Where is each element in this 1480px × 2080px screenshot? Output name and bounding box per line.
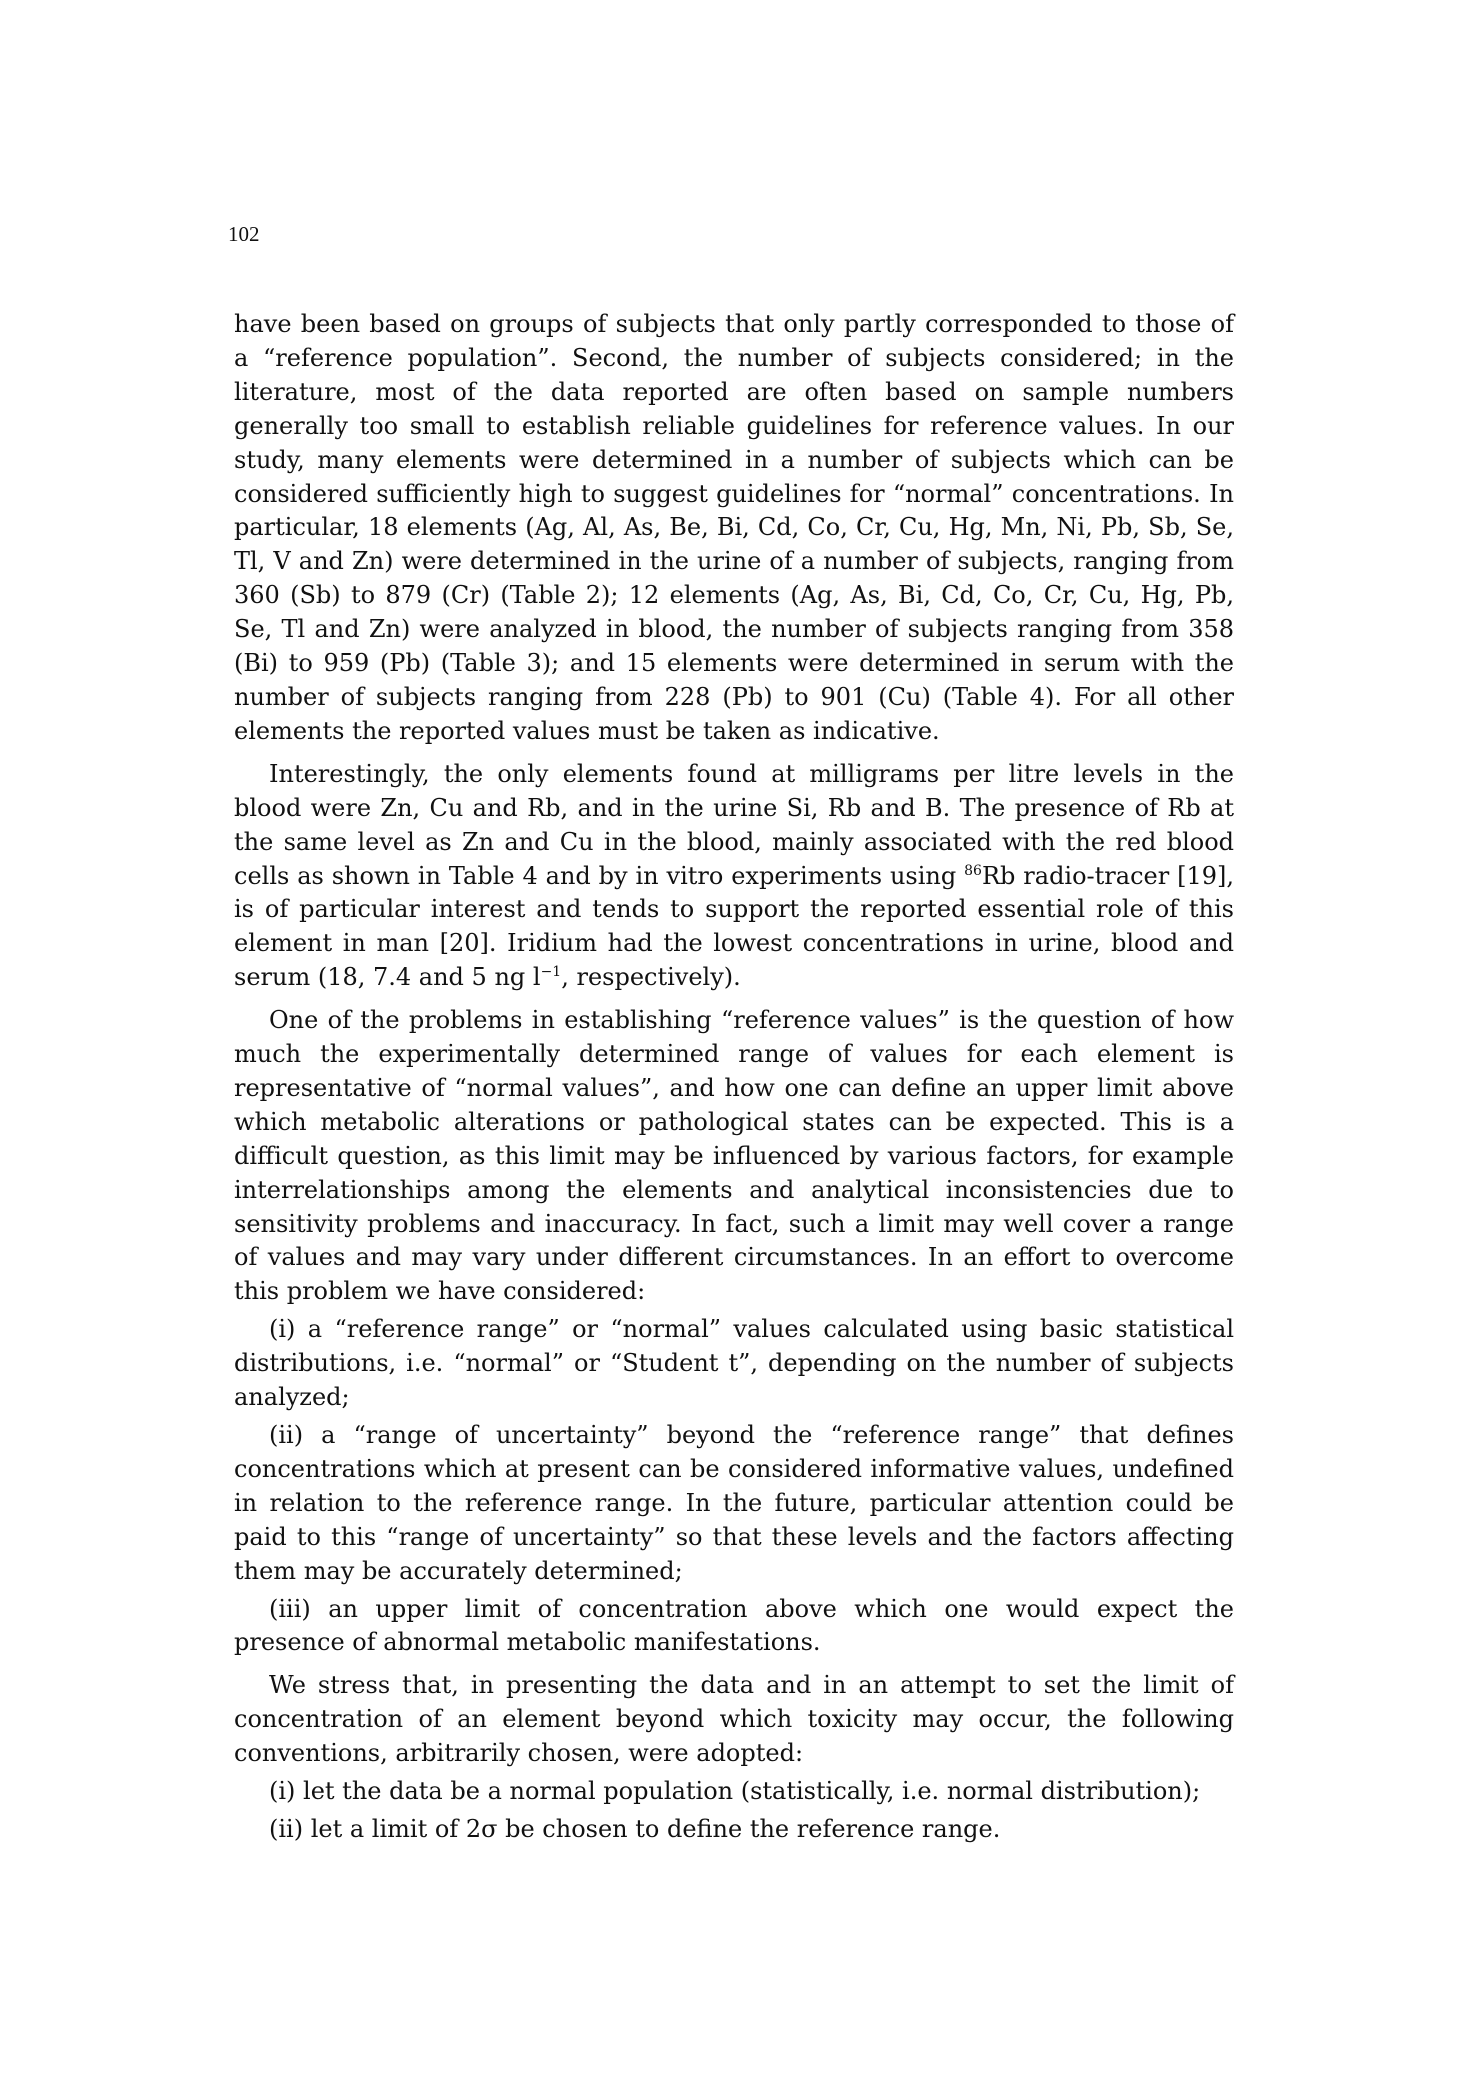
list-item-reference-range: (i) a “reference range” or “normal” values calculated using basic statistical distributions, i.e. “normal” or “Student t”, depending on the number of subjects analyzed; bbox=[234, 1315, 1234, 1412]
list-item-normal-population: (i) let the data be a normal population (statistically, i.e. normal distribution); bbox=[269, 1777, 1201, 1806]
isotope-mass-superscript: 86 bbox=[964, 862, 982, 879]
list-item-upper-limit: (iii) an upper limit of concentration above which one would expect the presence of abnormal metabolic manifestations. bbox=[234, 1594, 1234, 1657]
body-text bbox=[234, 308, 1234, 1847]
paragraph-rubidium-part-2: Rb radio-tracer [19], is of particular interest and tends to support the reported essential role of this element in man [20]. Iridium had the lowest concentrations in urine, blood and serum (18, 7.4 and 5 ng l bbox=[234, 861, 1234, 992]
paragraph-rubidium-part-1: Interestingly, the only elements found at milligrams per litre levels in the blood were Zn, Cu and Rb, and in the urine Si, Rb and B. The presence of Rb at the same level as Zn and Cu in the blood, mainly associated with the red blood cells as shown in Table 4 and by in vitro experiments using bbox=[234, 759, 1234, 890]
paragraph-conventions: We stress that, in presenting the data and in an attempt to set the limit of concentration of an element beyond which toxicity may occur, the following conventions, arbitrarily chosen, were adopted: bbox=[234, 1671, 1234, 1768]
paragraph-rubidium-part-3: , respectively). bbox=[561, 963, 741, 992]
paragraph-reference-values: One of the problems in establishing “reference values” is the question of how much the experimentally determined range of values for each element is representative of “normal values”, and how one can define an upper limit above which metabolic alterations or pathological states can be expected. This is a difficult question, as this limit may be influenced by various factors, for example interrelationships among the elements and analytical inconsistencies due to sensitivity problems and inaccuracy. In fact, such a limit may well cover a range of values and may vary under different circumstances. In an effort to overcome this problem we have considered: bbox=[234, 1006, 1234, 1306]
unit-exponent-superscript: −1 bbox=[540, 964, 562, 981]
paragraph-rubidium bbox=[234, 758, 1234, 995]
list-item-range-of-uncertainty: (ii) a “range of uncertainty” beyond the “reference range” that defines concentrations which at present can be considered informative values, undefined in relation to the reference range. In the future, particular attention could be paid to this “range of uncertainty” so that these levels and the factors affecting them may be accurately determined; bbox=[234, 1421, 1234, 1585]
page-number: 102 bbox=[228, 222, 260, 246]
list-item-two-sigma-limit: (ii) let a limit of 2σ be chosen to define the reference range. bbox=[269, 1814, 1001, 1843]
paragraph-continuation: have been based on groups of subjects that only partly corresponded to those of a “reference population”. Second, the number of subjects considered; in the literature, most of the data reported are often based on sample numbers generally too small to establish reliable guidelines for reference values. In our study, many elements were determined in a number of subjects which can be considered sufficiently high to suggest guidelines for “normal” concentrations. In particular, 18 elements (Ag, Al, As, Be, Bi, Cd, Co, Cr, Cu, Hg, Mn, Ni, Pb, Sb, Se, Tl, V and Zn) were determined in the urine of a number of subjects, ranging from 360 (Sb) to 879 (Cr) (Table 2); 12 elements (Ag, As, Bi, Cd, Co, Cr, Cu, Hg, Pb, Se, Tl and Zn) were analyzed in blood, the number of subjects ranging from 358 (Bi) to 959 (Pb) (Table 3); and 15 elements were determined in serum with the number of subjects ranging from 228 (Pb) to 901 (Cu) (Table 4). For all other elements the reported values must be taken as indicative. bbox=[234, 310, 1234, 745]
